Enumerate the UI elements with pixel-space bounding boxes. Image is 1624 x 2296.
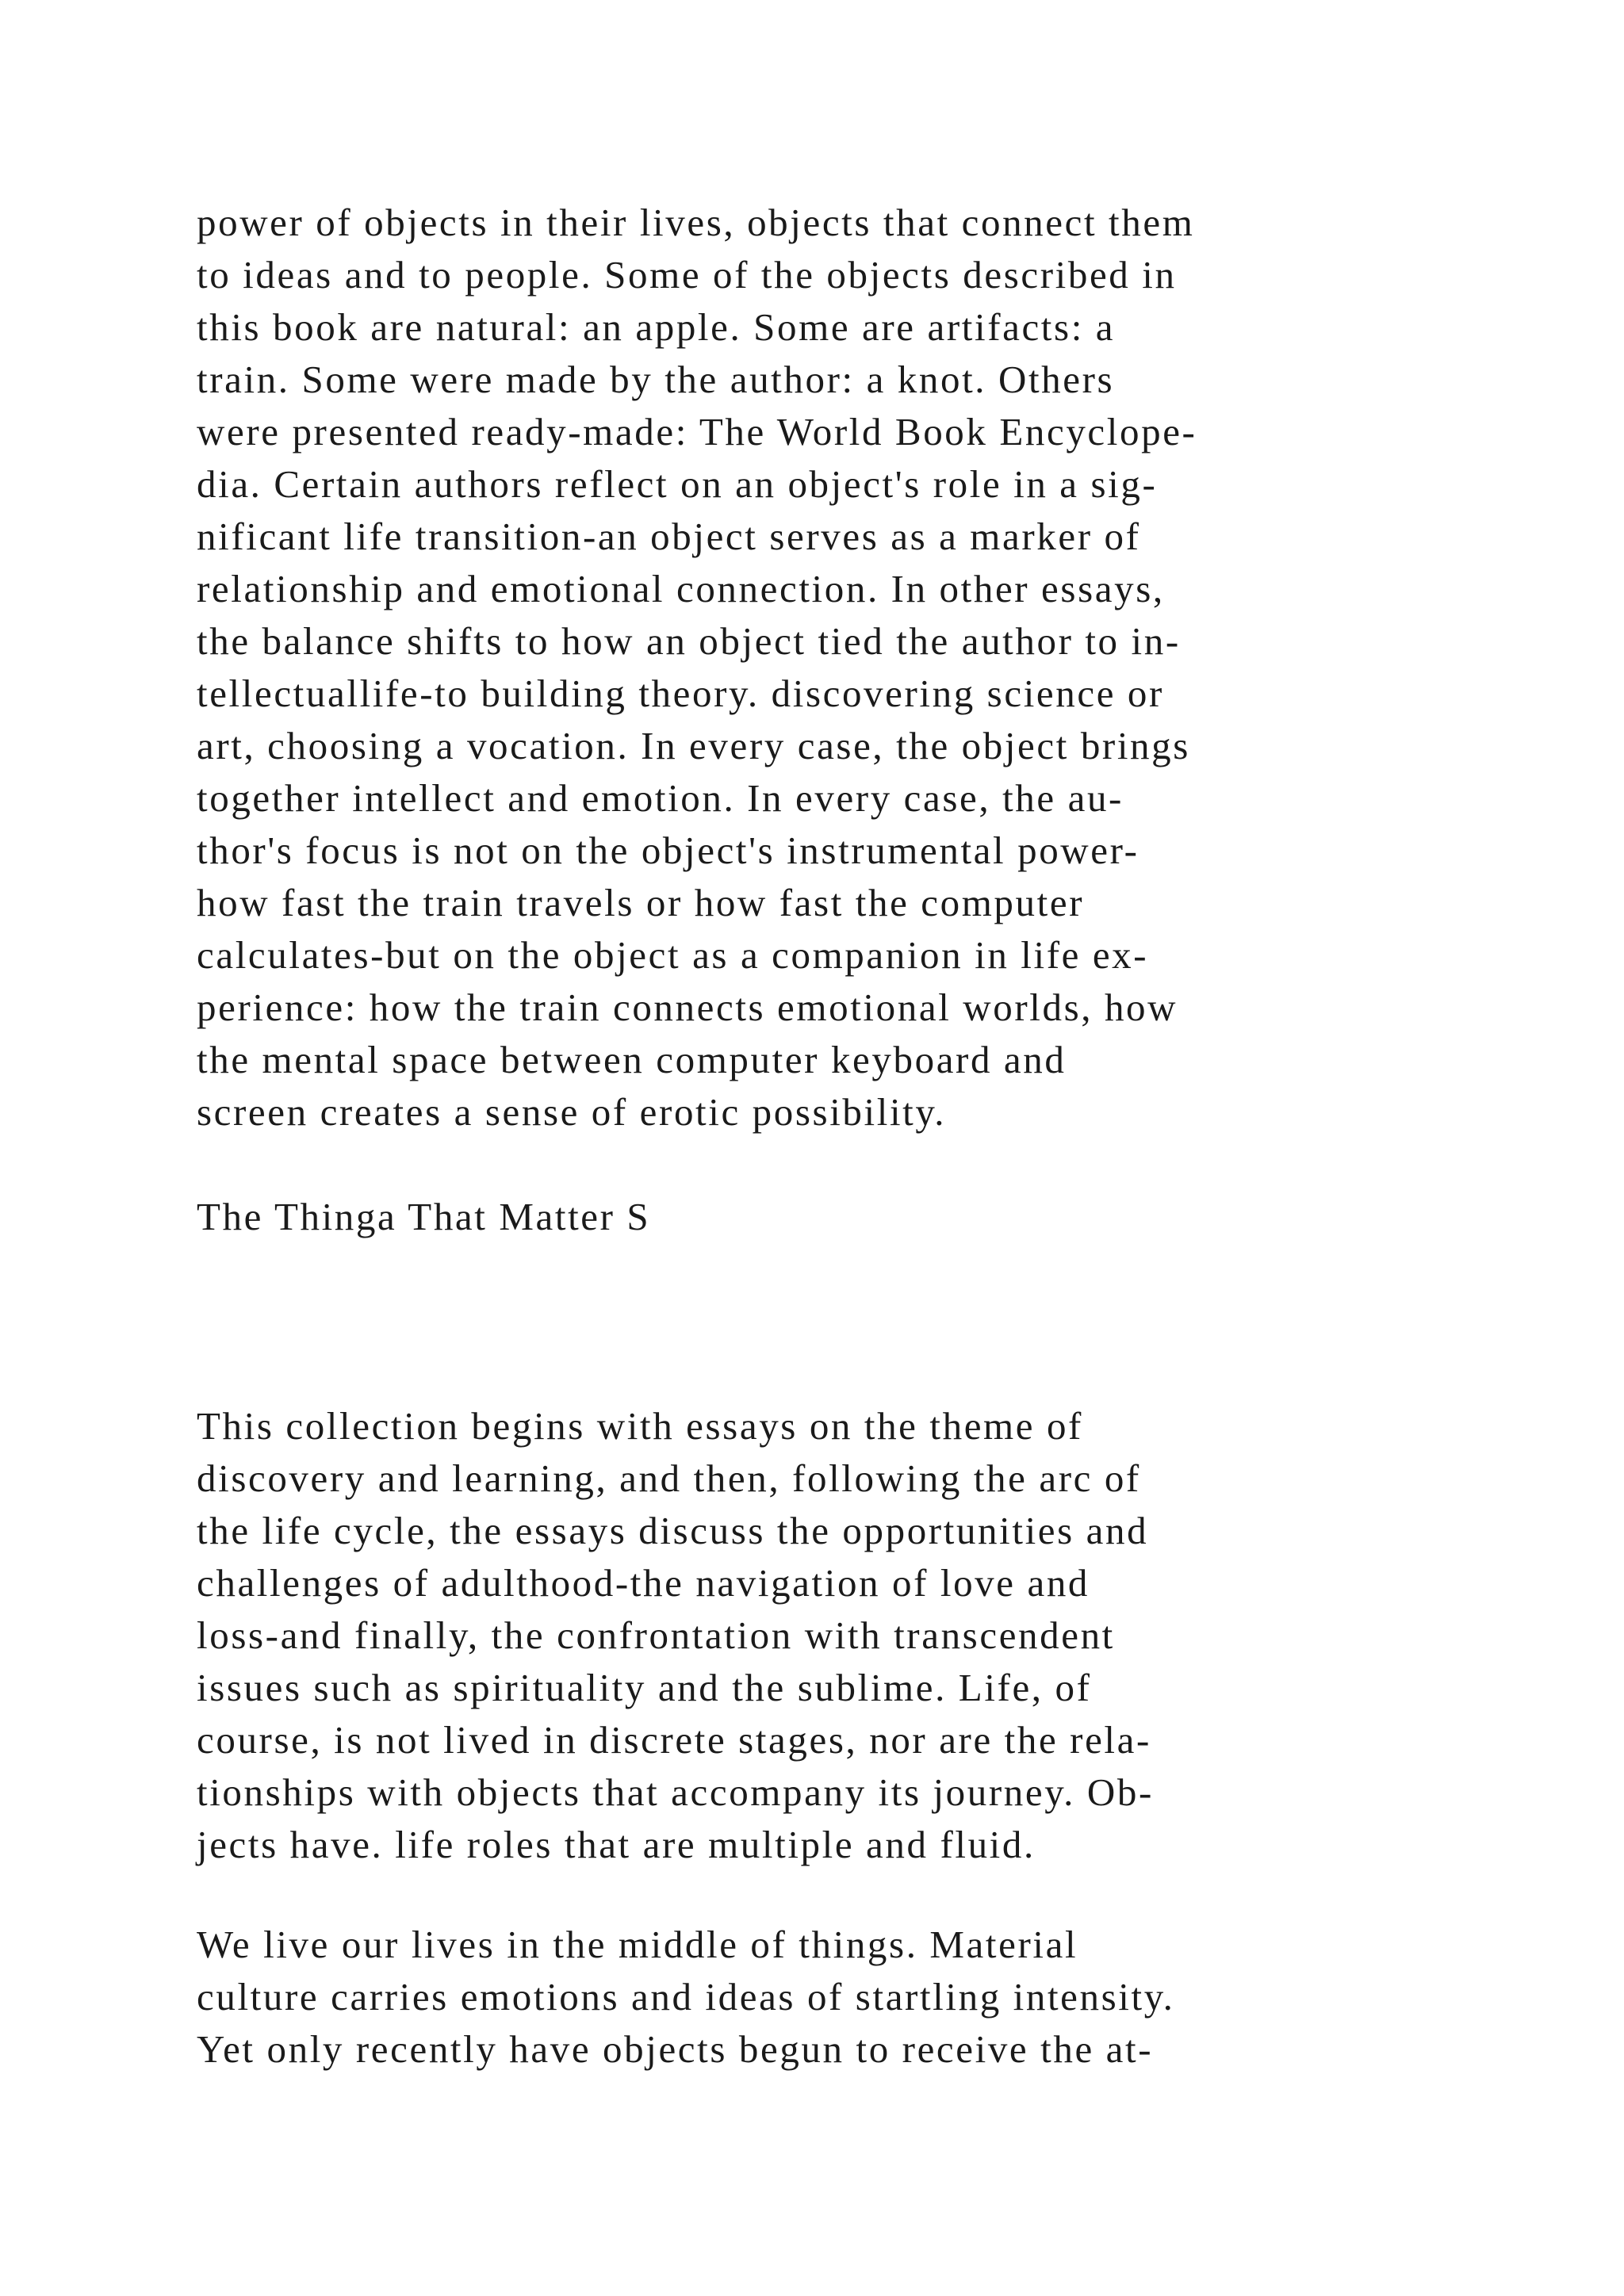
- text-line: train. Some were made by the author: a knot. Others: [197, 358, 1115, 401]
- text-line: challenges of adulthood-the navigation of love and: [197, 1561, 1090, 1605]
- text-line: this book are natural: an apple. Some are artifacts: a: [197, 305, 1116, 349]
- text-line: relationship and emotional connection. In other essays,: [197, 567, 1165, 610]
- text-line: power of objects in their lives, objects that connect them: [197, 201, 1195, 244]
- heading-text: The Thinga That Matter S: [197, 1195, 651, 1238]
- text-line: discovery and learning, and then, following the arc of: [197, 1456, 1141, 1500]
- text-line: issues such as spirituality and the sublime. Life, of: [197, 1666, 1092, 1709]
- text-line: the balance shifts to how an object tied the author to in-: [197, 619, 1181, 663]
- text-line: culture carries emotions and ideas of startling intensity.: [197, 1975, 1175, 2019]
- text-line: together intellect and emotion. In every case, the au-: [197, 776, 1124, 820]
- text-line: how fast the train travels or how fast the computer: [197, 881, 1085, 924]
- text-line: loss-and finally, the confrontation with transcendent: [197, 1613, 1115, 1657]
- text-line: perience: how the train connects emotional worlds, how: [197, 985, 1178, 1029]
- text-line: art, choosing a vocation. In every case, the object brings: [197, 724, 1190, 767]
- text-line: tellectuallife-to building theory. discovering science or: [197, 672, 1164, 715]
- paragraph-intro: [197, 197, 1197, 1138]
- text-line: were presented ready-made: The World Book Encyclope-: [197, 410, 1197, 453]
- text-line: to ideas and to people. Some of the objects described in: [197, 253, 1177, 297]
- text-line: dia. Certain authors reflect on an object's role in a sig-: [197, 462, 1158, 506]
- running-heading: [197, 1191, 650, 1243]
- text-line: the life cycle, the essays discuss the opportunities and: [197, 1509, 1149, 1552]
- text-line: Yet only recently have objects begun to receive the at-: [197, 2027, 1154, 2071]
- text-line: thor's focus is not on the object's instrumental power-: [197, 828, 1139, 872]
- text-line: course, is not lived in discrete stages, nor are the rela-: [197, 1718, 1151, 1762]
- text-line: jects have. life roles that are multiple and fluid.: [197, 1823, 1036, 1866]
- text-line: We live our lives in the middle of things. Material: [197, 1923, 1078, 1966]
- text-line: nificant life transition-an object serves as a marker of: [197, 515, 1141, 558]
- text-line: calculates-but on the object as a companion in life ex-: [197, 933, 1149, 977]
- text-line: screen creates a sense of erotic possibility.: [197, 1090, 947, 1134]
- text-line: the mental space between computer keyboard and: [197, 1038, 1067, 1081]
- paragraph-closing: [197, 1919, 1175, 2076]
- text-line: This collection begins with essays on the theme of: [197, 1404, 1083, 1448]
- paragraph-collection: [197, 1400, 1154, 1871]
- text-line: tionships with objects that accompany its journey. Ob-: [197, 1770, 1154, 1814]
